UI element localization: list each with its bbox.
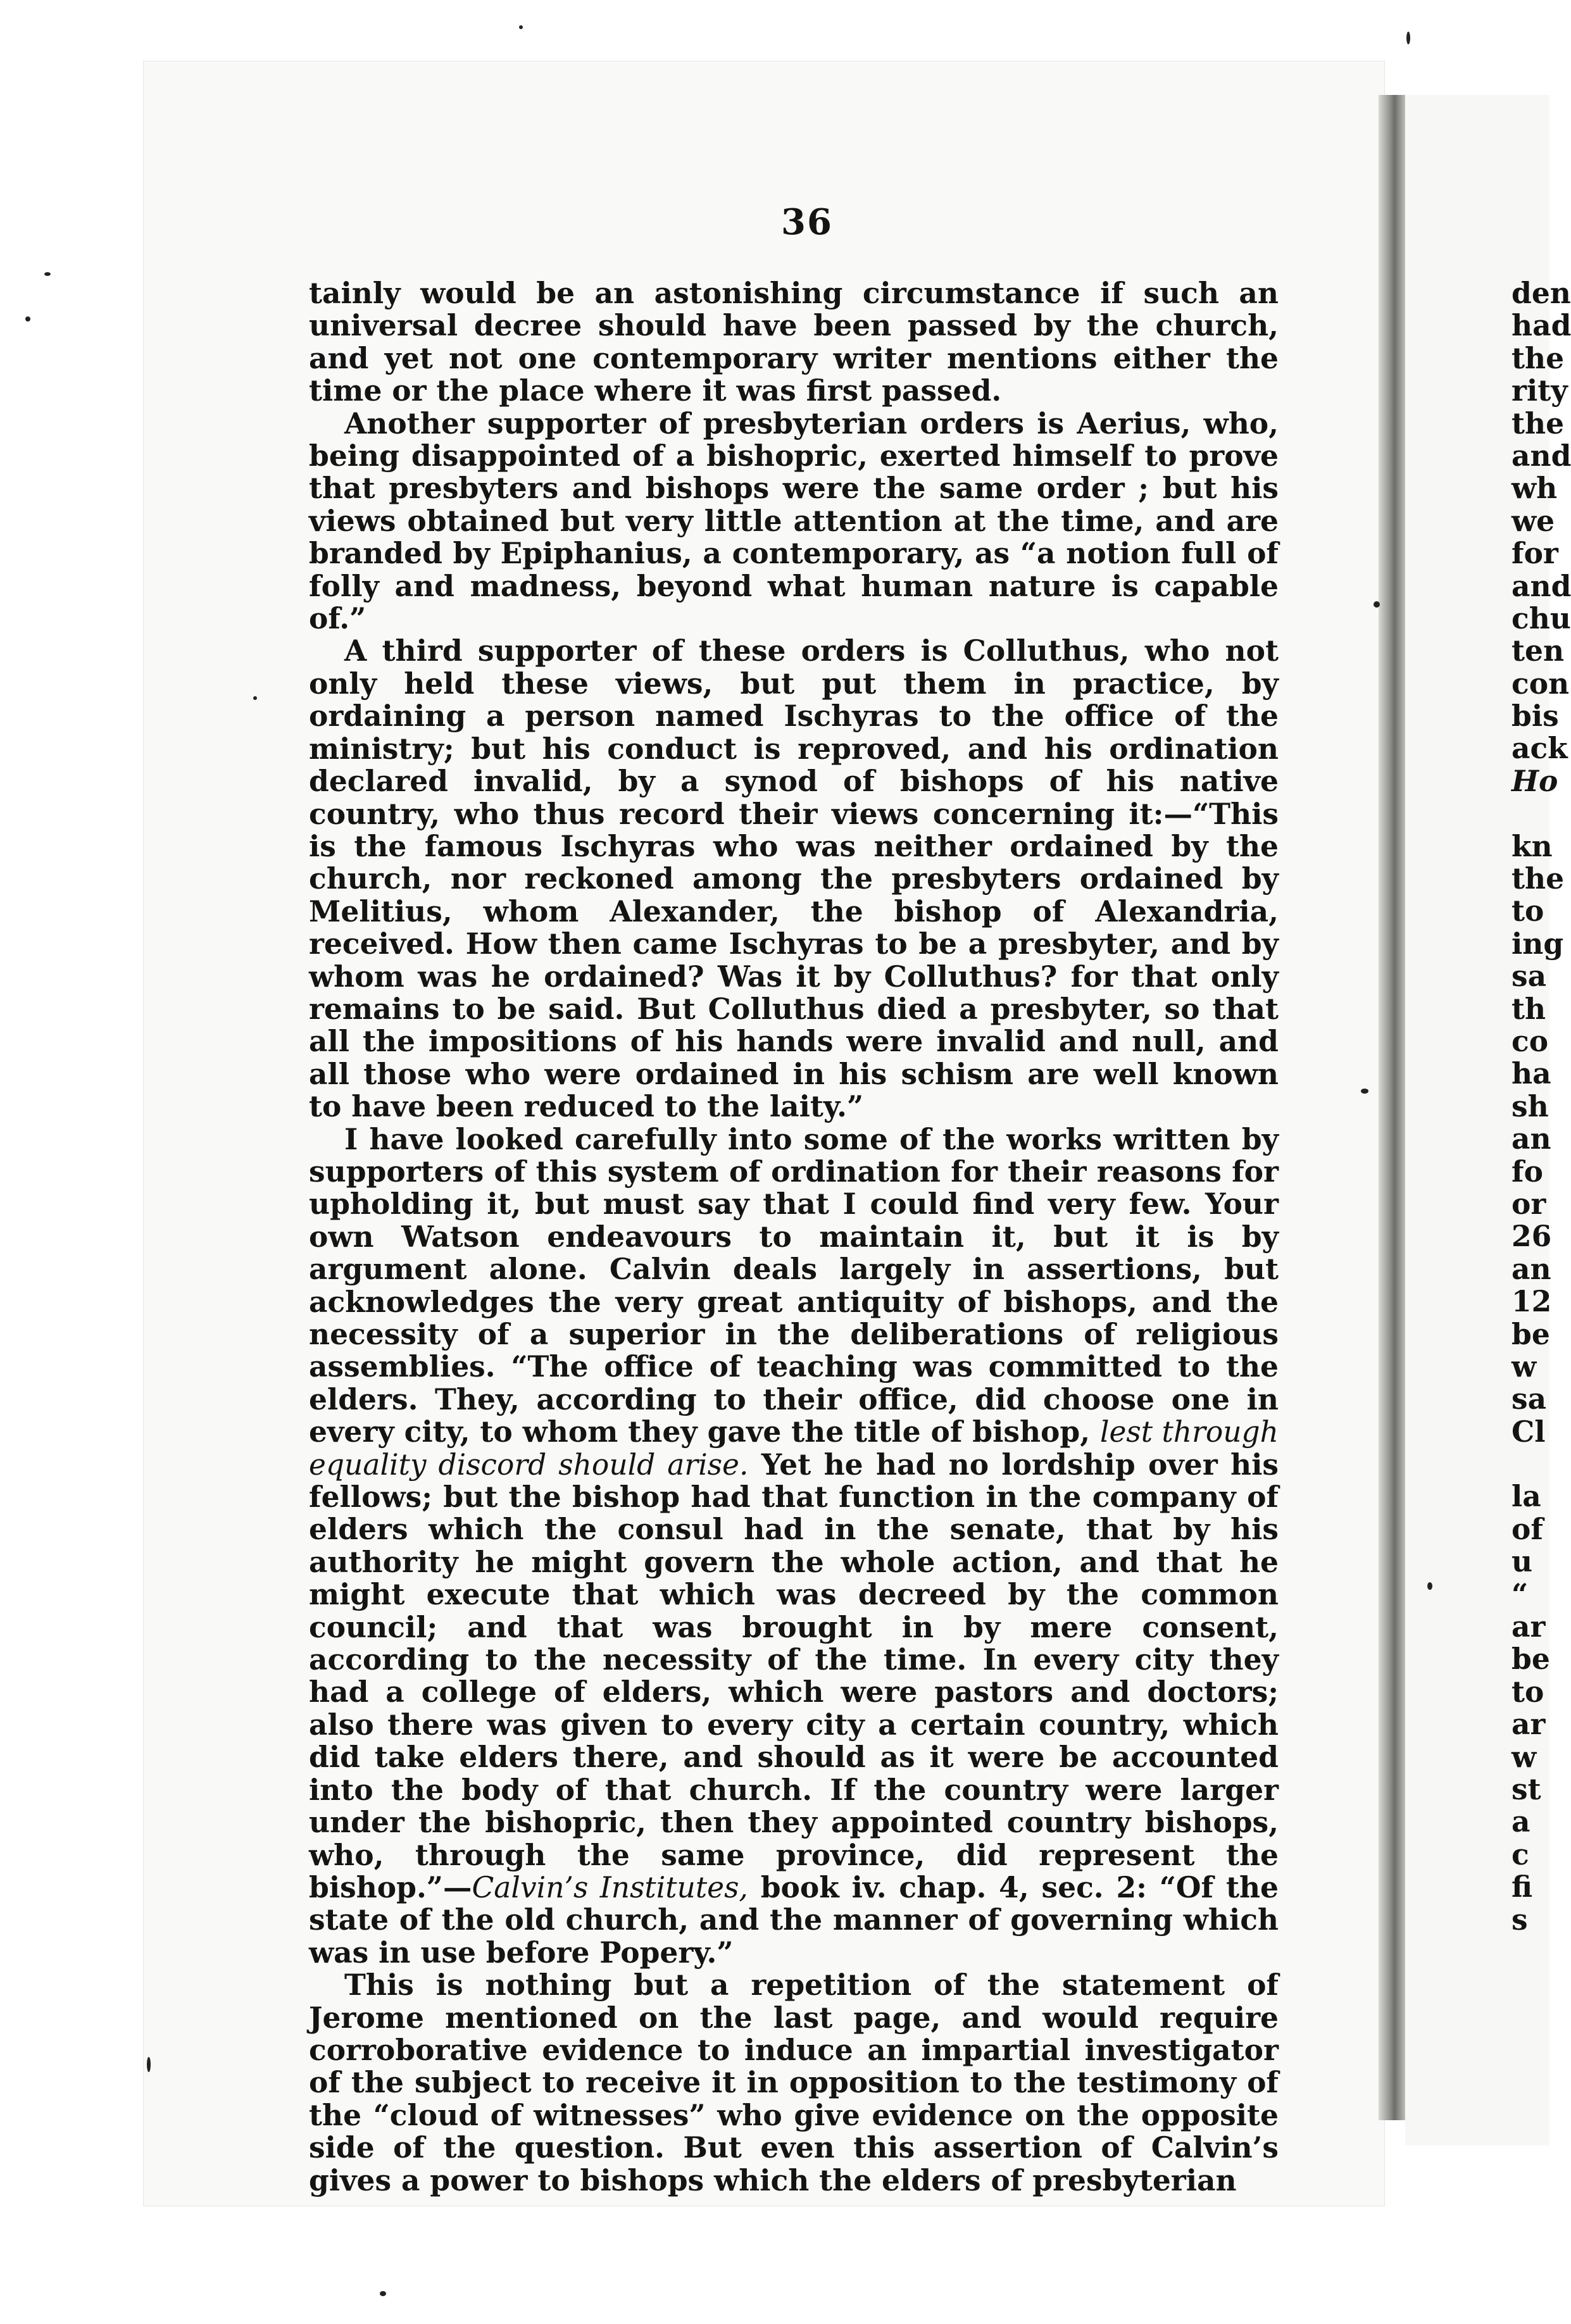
right-page-fragment: c <box>1512 1837 1529 1871</box>
right-page-fragment: ar <box>1512 1707 1546 1742</box>
right-page-fragment: s <box>1512 1902 1528 1937</box>
paragraph <box>309 635 1279 1123</box>
right-page-fragment: con <box>1512 666 1570 701</box>
scan-speck <box>519 25 523 29</box>
right-page-fragment: ha <box>1512 1056 1551 1091</box>
paragraph <box>309 1969 1279 2197</box>
right-page-fragment: ack <box>1512 731 1568 766</box>
book-gutter <box>1379 95 1405 2120</box>
right-page-fragment: of <box>1512 1511 1543 1546</box>
right-page-fragment <box>1512 797 1549 830</box>
right-page-fragment: bis <box>1512 699 1559 734</box>
right-page-fragment: or <box>1512 1186 1546 1221</box>
scan-speck <box>253 696 257 700</box>
scan-speck <box>1427 1582 1432 1590</box>
right-page-fragment: kn <box>1512 828 1553 863</box>
right-page-fragment: a <box>1512 1804 1530 1839</box>
right-page-fragment: st <box>1512 1771 1541 1806</box>
paragraph <box>309 277 1279 408</box>
right-page-fragment: rity <box>1512 373 1568 408</box>
right-page-fragment: la <box>1512 1479 1541 1514</box>
body-text <box>309 277 1279 2197</box>
scan-speck <box>25 316 30 322</box>
right-page-fragment: fi <box>1512 1870 1533 1904</box>
right-page-fragment: be <box>1512 1642 1550 1677</box>
paragraph <box>309 408 1279 635</box>
scan-speck <box>1406 32 1410 44</box>
right-page-fragment: to <box>1512 1674 1544 1709</box>
right-page-fragment: w <box>1512 1349 1537 1384</box>
right-page-fragment: and <box>1512 568 1571 603</box>
right-page-fragment: chu <box>1512 601 1571 635</box>
right-page-fragment: wh <box>1512 471 1558 506</box>
right-page-fragment: an <box>1512 1121 1551 1156</box>
italic-text: lest through equality discord should arise. <box>309 1415 1279 1482</box>
right-page-fragment: be <box>1512 1316 1550 1351</box>
right-page-text-fragments <box>1512 276 1571 1937</box>
right-page-fragment: Ho <box>1512 763 1558 798</box>
scan-speck <box>380 2291 386 2296</box>
right-page-fragment: 12 <box>1512 1284 1552 1319</box>
right-page-fragment: and <box>1512 438 1571 473</box>
scan-speck <box>147 2057 151 2072</box>
right-page-fragment: to <box>1512 894 1544 928</box>
right-page-fragment: sa <box>1512 959 1547 994</box>
right-page-fragment: for <box>1512 536 1558 571</box>
right-page-fragment: co <box>1512 1023 1549 1058</box>
scan-speck <box>44 272 51 276</box>
right-page-fragment: an <box>1512 1251 1551 1286</box>
paragraph <box>309 1123 1279 1970</box>
right-page-fragment: th <box>1512 991 1546 1026</box>
right-page-fragment: sa <box>1512 1382 1547 1416</box>
paragraph-text: I have looked carefully into some of the works written by supporters of this system of ordination for their reasons for upholding it, but must say that I could find very few. Your own Watson endeavours to maintain it, but it is by argument alone. Calvin deals largely in assertions, but acknowledges the very great antiquity of bishops, and the necessity of a superior in the deliberations of religious assemblies. “The office of teaching was committed to the elders. They, according to their office, did choose one in every city, to whom they gave the title of bishop, <box>309 1121 1279 1449</box>
paragraph-text: book iv. chap. 4, sec. 2: “Of the state of the old church, and the manner of governing which was in use before Popery.” <box>309 1870 1279 1970</box>
page-number: 36 <box>781 201 833 243</box>
paragraph-text: Another supporter of presbyterian orders is Aerius, who, being disappointed of a bishopric, exerted himself to prove that presbyters and bishops were the same order ; but his views obtained but very little attention at the time, and are branded by Epiphanius, a contemporary, as “a notion full of folly and madness, beyond what human nature is capable of.” <box>309 406 1279 636</box>
scan-speck <box>1374 601 1380 608</box>
paragraph-text: tainly would be an astonishing circumstance if such an universal decree should have been passed by the church, and yet not one contemporary writer mentions either the time or the place where it was first passed. <box>309 276 1279 408</box>
paragraph-text: A third supporter of these orders is Colluthus, who not only held these views, but put them in practice, by ordaining a person named Ischyras to the office of the ministry; but his conduct is reproved, and his ordination declared invalid, by a synod of bishops of his native country, who thus record their views concerning it:—“This is the famous Ischyras who was neither ordained by the church, nor reckoned among the presbyters ordained by Melitius, whom Alexander, the bishop of Alexandria, received. How then came Ischyras to be a presbyter, and by whom was he ordained? Was it by Colluthus? for that only remains to be said. But Colluthus died a presbyter, so that all the impositions of his hands were invalid and null, and all those who were ordained in his schism are well known to have been reduced to the laity.” <box>309 634 1279 1124</box>
right-page-fragment: the <box>1512 340 1565 375</box>
italic-text: Calvin’s Institutes, <box>472 1870 748 1904</box>
right-page-fragment: ing <box>1512 926 1564 961</box>
right-page-fragment <box>1512 1448 1549 1480</box>
right-page-fragment: ten <box>1512 634 1565 668</box>
right-page-fragment: the <box>1512 861 1565 896</box>
right-page-fragment: den <box>1512 276 1571 310</box>
paragraph-text: This is nothing but a repetition of the statement of Jerome mentioned on the last page, and would require corroborative evidence to induce an impartial investigator of the subject to receive it in opposition to the testimony of the “cloud of witnesses” who give evidence on the opposite side of the question. But even this assertion of Calvin’s gives a power to bishops which the elders of presbyterian <box>309 1968 1279 2197</box>
right-page-fragment: ar <box>1512 1609 1546 1644</box>
paragraph-text: Yet he had no lordship over his fellows; but the bishop had that function in the company of elders which the consul had in the senate, that by his authority he might govern the whole action, and that he might execute that which was decreed by the common council; and that was brought in by mere consent, according to the necessity of the time. In every city they had a college of elders, which were pastors and doctors; also there was given to every city a certain country, which did take elders there, and should as it were be accounted into the body of that church. If the country were larger under the bishopric, then they appointed country bishops, who, through the same province, did represent the bishop.”— <box>309 1447 1279 1904</box>
right-page-fragment: had <box>1512 308 1571 343</box>
right-page-fragment: u <box>1512 1544 1533 1579</box>
right-page-fragment: 26 <box>1512 1219 1552 1254</box>
scan-speck <box>1361 1089 1368 1094</box>
right-page-fragment: “ <box>1512 1577 1529 1611</box>
right-page-fragment: fo <box>1512 1154 1543 1189</box>
right-page-fragment: the <box>1512 406 1565 440</box>
right-page-fragment: sh <box>1512 1089 1549 1123</box>
right-page-fragment: Cl <box>1512 1414 1546 1449</box>
right-page-fragment: w <box>1512 1739 1537 1774</box>
right-page-fragment: we <box>1512 503 1555 538</box>
